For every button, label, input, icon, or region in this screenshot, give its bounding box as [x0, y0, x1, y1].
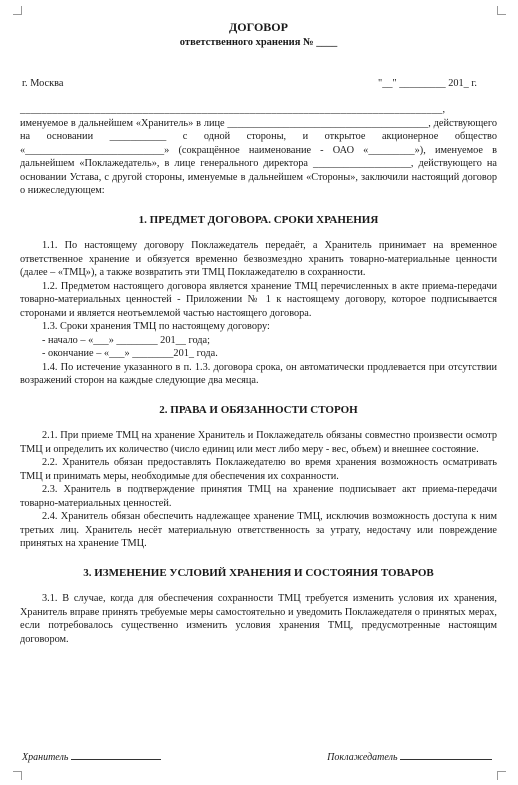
clause-3-1: 3.1. В случае, когда для обеспечения сохранности ТМЦ требуется изменить условия их хранения, Хранитель вправе принять требуемые меры самостоятельно и уведомить Поклажедателя о принятых мерах, если потребовалось существенно изменить условия хранения ТМЦ, предусмотренные настоящим договором.: [20, 593, 497, 645]
clause-2-2: 2.2. Хранитель обязан предоставлять Поклажедателю во время хранения возможность осматривать ТМЦ и принимать меры, необходимые для обеспечения их сохранности.: [20, 457, 497, 482]
section-2-heading: 2. ПРАВА И ОБЯЗАННОСТИ СТОРОН: [159, 403, 358, 416]
preamble-line-1: _______________________________________________________________________________,: [20, 104, 446, 115]
clause-1-1: 1.1. По настоящему договору Поклажедатель передаёт, а Хранитель принимает на временное ответственное хранение и обязуется временно безвозмездно хранить товарно-материальные ценности (далее – «ТМЦ»), а также возвратить эти ТМЦ Поклажедателю в сохранности.: [20, 240, 497, 278]
clause-1-3: 1.3. Сроки хранения ТМЦ по настоящему договору:: [42, 321, 270, 332]
depositor-label: Поклажедатель: [327, 752, 398, 763]
section-3-heading: 3. ИЗМЕНЕНИЕ УСЛОВИЙ ХРАНЕНИЯ И СОСТОЯНИЯ ТОВАРОВ: [83, 566, 434, 579]
crop-mark-bottom-right: [497, 771, 506, 780]
crop-mark-top-right: [497, 6, 506, 15]
crop-mark-top-left: [13, 6, 22, 15]
clause-1-3-start: - начало – «___» ________ 201__ года;: [42, 334, 210, 346]
clause-2-4: 2.4. Хранитель обязан обеспечить надлежащее хранение ТМЦ, исключив возможность доступа к ним третьих лиц. Хранитель несёт материальную ответственность за утрату, недостачу или повреждение принятых на хранение ТМЦ.: [20, 511, 497, 549]
clause-2-3: 2.3. Хранитель в подтверждение принятия ТМЦ на хранение подписывает акт приема-передачи товарно-материальных ценностей.: [20, 484, 497, 509]
city: г. Москва: [22, 77, 64, 89]
depositor-signature-line: [400, 759, 492, 760]
signature-keeper: [22, 752, 161, 763]
contract-date: "__" _________ 201_ г.: [378, 77, 477, 89]
signature-depositor: [327, 752, 492, 763]
clause-1-2: 1.2. Предметом настоящего договора является хранение ТМЦ перечисленных в акте приема-передачи товарно-материальных ценностей - Приложении № 1 к настоящему договору, которое подписывается сторонами и является неотъемлемой частью настоящего договора.: [20, 280, 497, 319]
crop-mark-bottom-left: [13, 771, 22, 780]
keeper-signature-line: [71, 759, 161, 760]
clause-1-4: 1.4. По истечение указанного в п. 1.3. договора срока, он автоматически продлевается при отсутствии возражений сторон на каждые следующие два месяца.: [20, 361, 497, 386]
preamble-text: именуемое в дальнейшем «Хранитель» в лице _______________________________________, действующего на основании ___________ с одной стороны, и открытое акционерное общество «___________________________» (сокращённое наименование - ОАО «_________»), именуемое в дальнейшем «Поклажедатель», в лице генерального директора ___________________, действующего на основании Устава, с другой стороны, именуемые в дальнейшем «Стороны», заключили настоящий договор о нижеследующем:: [20, 117, 497, 196]
document-title: ДОГОВОР: [229, 20, 288, 34]
clause-1-3-end: - окончание – «___» ________201_ года.: [42, 348, 218, 359]
place-date-row: [20, 77, 497, 91]
signature-footer: [22, 752, 492, 763]
document-body: [20, 20, 497, 646]
keeper-label: Хранитель: [22, 752, 69, 763]
document-subtitle: ответственного хранения № ____: [179, 37, 338, 48]
clause-2-1: 2.1. При приеме ТМЦ на хранение Хранитель и Поклажедатель обязаны совместно произвести осмотр ТМЦ и определить их количество (число единиц или мест либо меру - вес, объем) и внешнее состояние.: [20, 430, 497, 455]
section-1-heading: 1. ПРЕДМЕТ ДОГОВОРА. СРОКИ ХРАНЕНИЯ: [138, 213, 379, 226]
preamble: [20, 103, 497, 198]
